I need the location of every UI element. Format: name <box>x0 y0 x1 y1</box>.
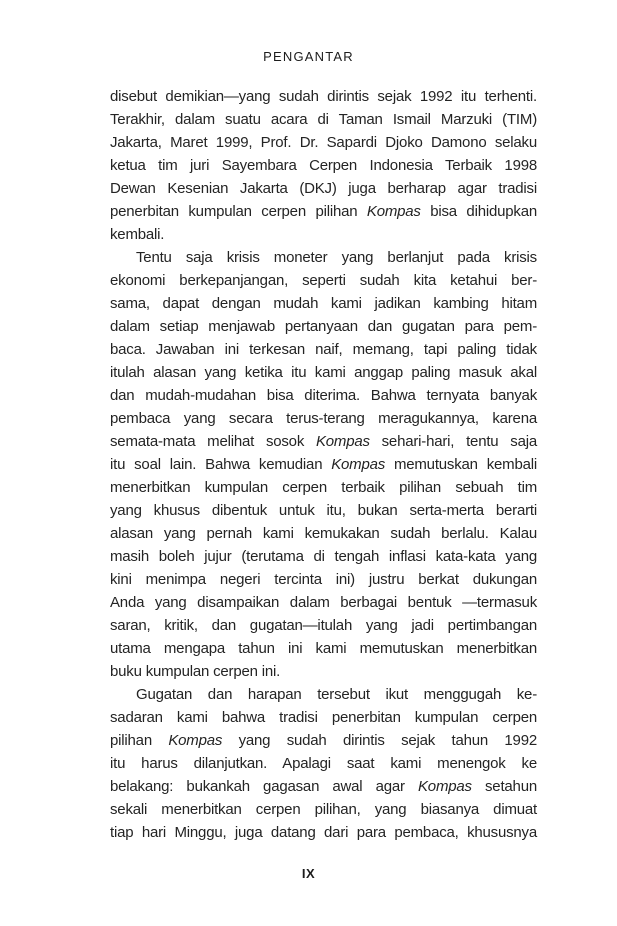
text-segment: yang khusus dibentuk untuk itu, bukan serta-merta berarti <box>110 502 537 519</box>
text-segment: itu harus dilanjutkan. Apalagi saat kami menengok ke <box>110 755 537 772</box>
text-line <box>110 223 537 246</box>
text-line <box>110 499 537 522</box>
text-segment: Jakarta, Maret 1999, Prof. Dr. Sapardi Djoko Damono selaku <box>110 134 537 151</box>
text-line <box>110 545 537 568</box>
text-line <box>110 637 537 660</box>
text-line <box>110 706 537 729</box>
text-segment: buku kumpulan cerpen ini. <box>110 663 281 680</box>
text-line <box>110 108 537 131</box>
page-number <box>0 866 617 881</box>
text-segment: sadaran kami bahwa tradisi penerbitan kumpulan cerpen <box>110 709 537 726</box>
text-segment: sehari-hari, tentu saja <box>369 433 537 450</box>
text-segment: Terakhir, dalam suatu acara di Taman Ismail Marzuki (TIM) <box>110 111 537 128</box>
text-segment: penerbitan kumpulan cerpen pilihan <box>110 203 367 220</box>
running-head <box>0 49 617 64</box>
text-segment: itulah alasan yang ketika itu kami anggap paling masuk akal <box>110 364 537 381</box>
text-segment: Tentu saja krisis moneter yang berlanjut pada krisis <box>136 249 537 266</box>
text-line <box>110 476 537 499</box>
text-line <box>110 683 537 706</box>
text-line <box>110 522 537 545</box>
text-line <box>110 407 537 430</box>
page-number-label: IX <box>301 866 316 881</box>
paragraph <box>110 85 537 246</box>
italic-text: Kompas <box>418 778 472 795</box>
text-line <box>110 85 537 108</box>
italic-text: Kompas <box>168 732 223 749</box>
text-segment: tiap hari Minggu, juga datang dari para pembaca, khususnya <box>110 824 537 841</box>
text-segment: Anda yang disampaikan dalam berbagai bentuk —termasuk <box>110 594 537 611</box>
text-line <box>110 798 537 821</box>
text-segment: menerbitkan kumpulan cerpen terbaik pilihan sebuah tim <box>110 479 537 496</box>
text-line <box>110 361 537 384</box>
text-line <box>110 246 537 269</box>
text-segment: sekali menerbitkan cerpen pilihan, yang biasanya dimuat <box>110 801 537 818</box>
text-segment: pembaca yang secara terus-terang meragukannya, karena <box>110 410 537 427</box>
italic-text: Kompas <box>315 433 370 450</box>
text-segment: alasan yang pernah kami kemukakan sudah berlalu. Kalau <box>110 525 537 542</box>
text-line <box>110 591 537 614</box>
text-line <box>110 200 537 223</box>
text-segment: baca. Jawaban ini terkesan naif, memang, tapi paling tidak <box>110 341 537 358</box>
italic-text: Kompas <box>366 203 421 220</box>
paragraph <box>110 683 537 844</box>
text-line <box>110 338 537 361</box>
text-segment: Gugatan dan harapan tersebut ikut menggugah ke- <box>136 686 537 703</box>
text-segment: ketua tim juri Sayembara Cerpen Indonesia Terbaik 1998 <box>110 157 537 174</box>
text-line <box>110 752 537 775</box>
text-segment: belakang: bukankah gagasan awal agar <box>110 778 418 795</box>
text-segment: disebut demikian—yang sudah dirintis sejak 1992 itu terhenti. <box>110 88 537 105</box>
text-segment: ekonomi berkepanjangan, seperti sudah kita ketahui ber- <box>110 272 537 289</box>
text-line <box>110 568 537 591</box>
text-line <box>110 775 537 798</box>
text-line <box>110 453 537 476</box>
text-line <box>110 131 537 154</box>
text-segment: kembali. <box>110 226 165 243</box>
text-segment: dan mudah-mudahan bisa diterima. Bahwa ternyata banyak <box>110 387 537 404</box>
text-segment: semata-mata melihat sosok <box>110 433 316 450</box>
text-line <box>110 430 537 453</box>
text-line <box>110 384 537 407</box>
running-head-label: PENGANTAR <box>263 49 354 64</box>
italic-text: Kompas <box>331 456 386 473</box>
text-line <box>110 154 537 177</box>
text-line <box>110 660 537 683</box>
text-line <box>110 177 537 200</box>
text-segment: memutuskan kembali <box>385 456 537 473</box>
text-segment: yang sudah dirintis sejak tahun 1992 <box>222 732 537 749</box>
text-line <box>110 315 537 338</box>
text-line <box>110 821 537 844</box>
text-segment: masih boleh jujur (terutama di tengah inflasi kata-kata yang <box>110 548 537 565</box>
text-segment: utama mengapa tahun ini kami memutuskan menerbitkan <box>110 640 537 657</box>
text-line <box>110 269 537 292</box>
text-segment: Dewan Kesenian Jakarta (DKJ) juga berharap agar tradisi <box>110 180 537 197</box>
text-line <box>110 614 537 637</box>
paragraph <box>110 246 537 683</box>
text-segment: kini menimpa negeri tercinta ini) justru berkat dukungan <box>110 571 537 588</box>
text-segment: pilihan <box>110 732 169 749</box>
text-line <box>110 729 537 752</box>
text-segment: saran, kritik, dan gugatan—itulah yang jadi pertimbangan <box>110 617 537 634</box>
text-segment: itu soal lain. Bahwa kemudian <box>110 456 332 473</box>
text-segment: bisa dihidupkan <box>420 203 537 220</box>
body-text <box>110 85 537 844</box>
text-segment: setahun <box>471 778 537 795</box>
text-segment: dalam setiap menjawab pertanyaan dan gugatan para pem- <box>110 318 537 335</box>
text-segment: sama, dapat dengan mudah kami jadikan kambing hitam <box>110 295 537 312</box>
text-line <box>110 292 537 315</box>
